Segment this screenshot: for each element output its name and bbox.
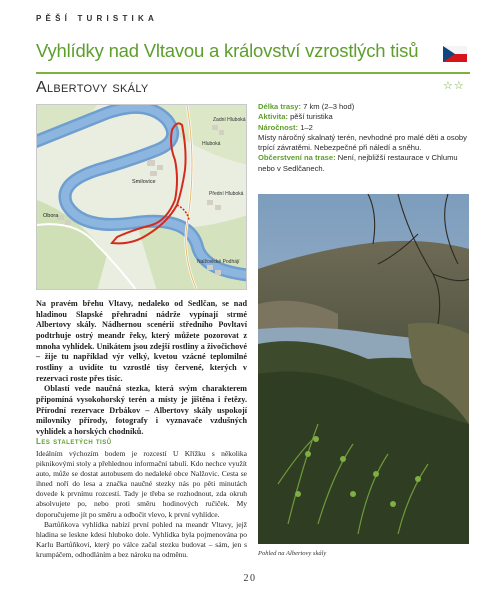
intro-text	[36, 299, 247, 438]
activity-row: Aktivita: pěší turistika	[258, 112, 333, 122]
map-label-hluboka: Hluboká	[202, 141, 221, 147]
map-label-smilovice: Smilovice	[132, 179, 156, 185]
page-number: 20	[243, 573, 257, 584]
section-heading: Les staletých tisů	[36, 437, 112, 446]
map-label-predni: Přední Hluboká	[209, 191, 244, 197]
map-label-obora: Obora	[43, 213, 59, 219]
intro-paragraph: Na pravém břehu Vltavy, nedaleko od Sedlčan, se nad hladinou Slapské přehradní nádrže vypínají strmé Albertovy skály. Nádhernou scenérií středního Povltaví podtrhuje ostrý meandr řeky, který můžete pozorovat z mnoha vyhlídek. Unikátem jsou zdejší rostliny a živočichové – žije tu například výr velký, kvetou vzácné teplomilné rostliny a uvidíte tu vzrostlé tisy červené, kterých v rezervaci roste přes tisíc.	[36, 299, 247, 383]
difficulty-note: Místy náročný skalnatý terén, nevhodné pro malé děti a osoby trpící závratěmi. Nebezpečné při náledí a sněhu.	[258, 132, 467, 153]
map-label-zadni: Zadní Hluboká	[213, 117, 246, 123]
page-title: Vyhlídky nad Vltavou a království vzrostlých tisů	[36, 40, 419, 61]
body-text	[36, 449, 247, 560]
intro-paragraph: Oblastí vede naučná stezka, která svým charakterem připomíná vysokohorský terén a místy je jištěna i řetězy. Přírodní rezervace Drbákov – Albertovy skály uspokojí milovníky přírody, fotografy i vyznavače vzdušných vyhlídek a horských chodníků.	[36, 384, 247, 436]
trip-info	[258, 102, 474, 174]
route-map	[36, 104, 247, 290]
czech-flag-icon	[443, 46, 467, 62]
photo-caption: Pohled na Albertovy skály	[258, 550, 327, 557]
body-paragraph: Bartůňkova vyhlídka nabízí první pohled na meandr Vltavy, jejž hladina se leskne kdesi hluboko dole. Vyhlídka byla pojmenována po Karlu Bartůňkovi, který po válce začal stezku budovat – sám, jen s krumpáčem, odhodláním a bez nároku na odměnu.	[36, 519, 247, 559]
two-stars-icon: ☆☆	[443, 79, 465, 92]
section-label: PĚŠÍ TURISTIKA	[36, 14, 158, 23]
map-label-nalzovice: Nalžovické Podhájí	[197, 259, 240, 265]
food-row: Občerstvení na trase: Není, nejbližší restaurace v Chlumu nebo v Sedlčanech.	[258, 153, 458, 173]
difficulty-row: Náročnost: 1–2	[258, 122, 313, 132]
body-paragraph: Ideálním výchozím bodem je rozcestí U Křížku s několika piknikovými stoly a přehlednou informační tabulí. Kdo nechce využít auto, může se dostat autobusem do nedaleké obce Nalžovic. Cesta se ihned noří do lesa a značka naučné stezky nás po pěti minutách dovede k prvnímu rozcestí. Tady je třeba se rozhodnout, zda okruh absolvujete po, nebo proti směru hodinových ručiček. My doporučujeme jít po směru a odbočit vlevo, k první vyhlídce.	[36, 449, 247, 519]
title-divider	[36, 72, 470, 74]
albertovy-skaly-photo	[258, 194, 469, 544]
place-title: Albertovy skály	[36, 79, 149, 96]
length-row: Délka trasy: 7 km (2–3 hod)	[258, 102, 355, 111]
